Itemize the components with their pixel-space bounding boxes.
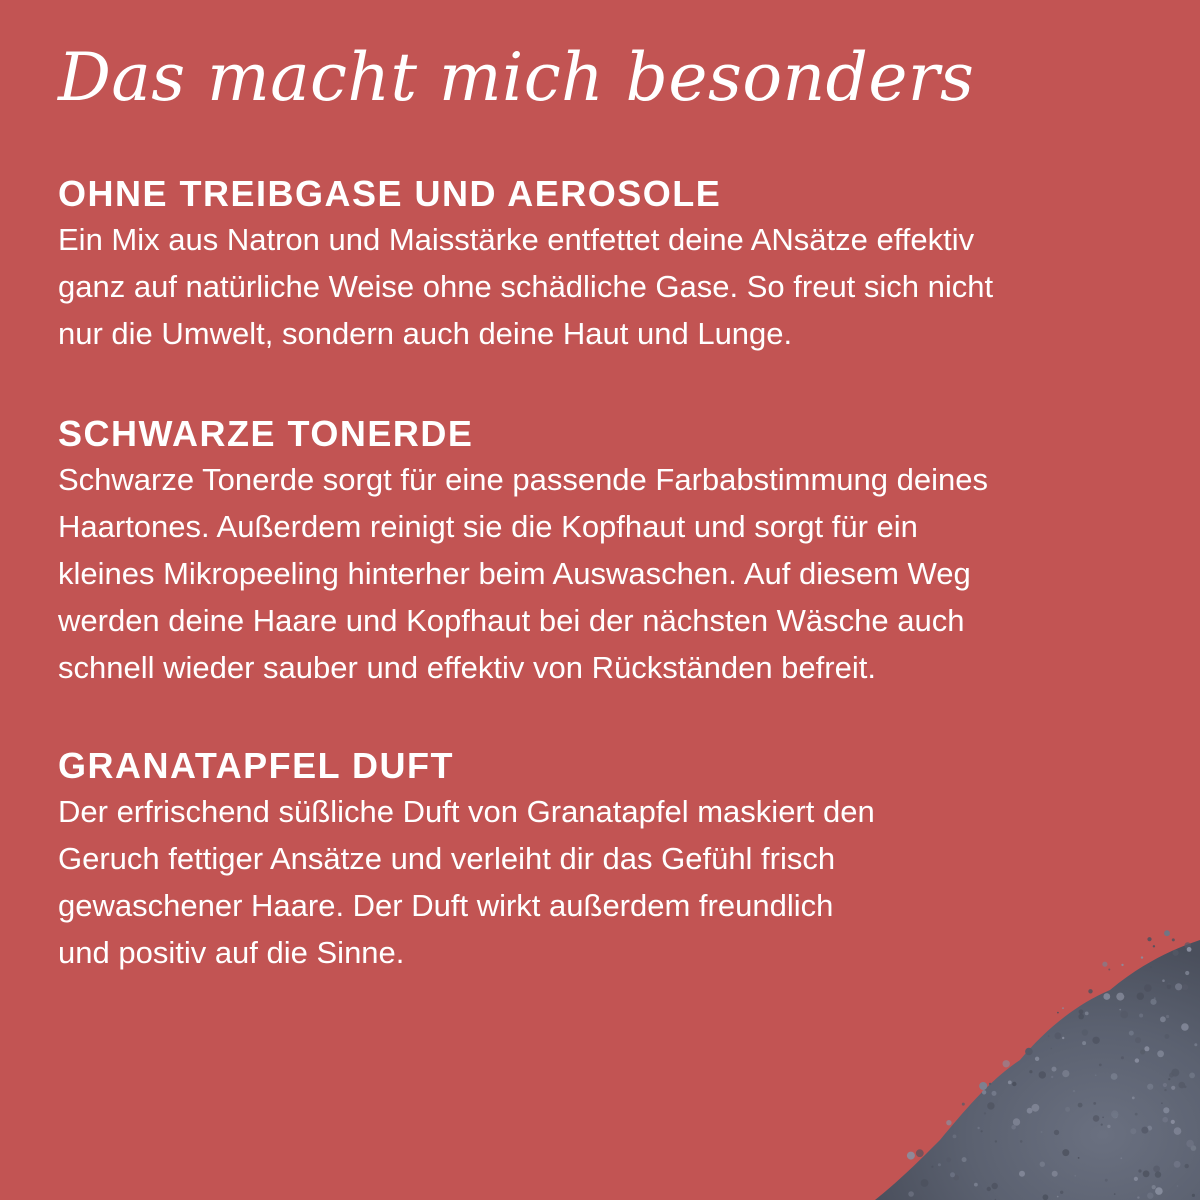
- text-line: gewaschener Haare. Der Duft wirkt außerdem freundlich: [58, 888, 834, 923]
- text-line: Haartones. Außerdem reinigt sie die Kopfhaut und sorgt für ein: [58, 509, 918, 544]
- text-line: Der erfrischend süßliche Duft von Granatapfel maskiert den: [58, 794, 875, 829]
- feature-section-propellant-free: [58, 172, 1158, 357]
- text-line: schnell wieder sauber und effektiv von Rückständen befreit.: [58, 650, 876, 685]
- text-line: ganz auf natürliche Weise ohne schädliche Gase. So freut sich nicht: [58, 269, 994, 304]
- text-line: werden deine Haare und Kopfhaut bei der nächsten Wäsche auch: [58, 603, 965, 638]
- text-line: Schwarze Tonerde sorgt für eine passende Farbabstimmung deines: [58, 462, 988, 497]
- feature-section-black-clay: [58, 412, 1158, 691]
- page-title: Das macht mich besonders: [58, 39, 975, 116]
- text-line: Geruch fettiger Ansätze und verleiht dir das Gefühl frisch: [58, 841, 836, 876]
- section-heading: SCHWARZE TONERDE: [58, 413, 474, 454]
- section-heading: GRANATAPFEL DUFT: [58, 745, 454, 786]
- text-line: nur die Umwelt, sondern auch deine Haut und Lunge.: [58, 316, 793, 351]
- text-line: kleines Mikropeeling hinterher beim Auswaschen. Auf diesem Weg: [58, 556, 971, 591]
- text-line: und positiv auf die Sinne.: [58, 935, 405, 970]
- text-line: Ein Mix aus Natron und Maisstärke entfettet deine ANsätze effektiv: [58, 222, 975, 257]
- section-text: [58, 216, 1158, 357]
- section-heading: OHNE TREIBGASE UND AEROSOLE: [58, 173, 722, 214]
- clay-powder-image: [870, 910, 1200, 1200]
- section-text: [58, 456, 1158, 691]
